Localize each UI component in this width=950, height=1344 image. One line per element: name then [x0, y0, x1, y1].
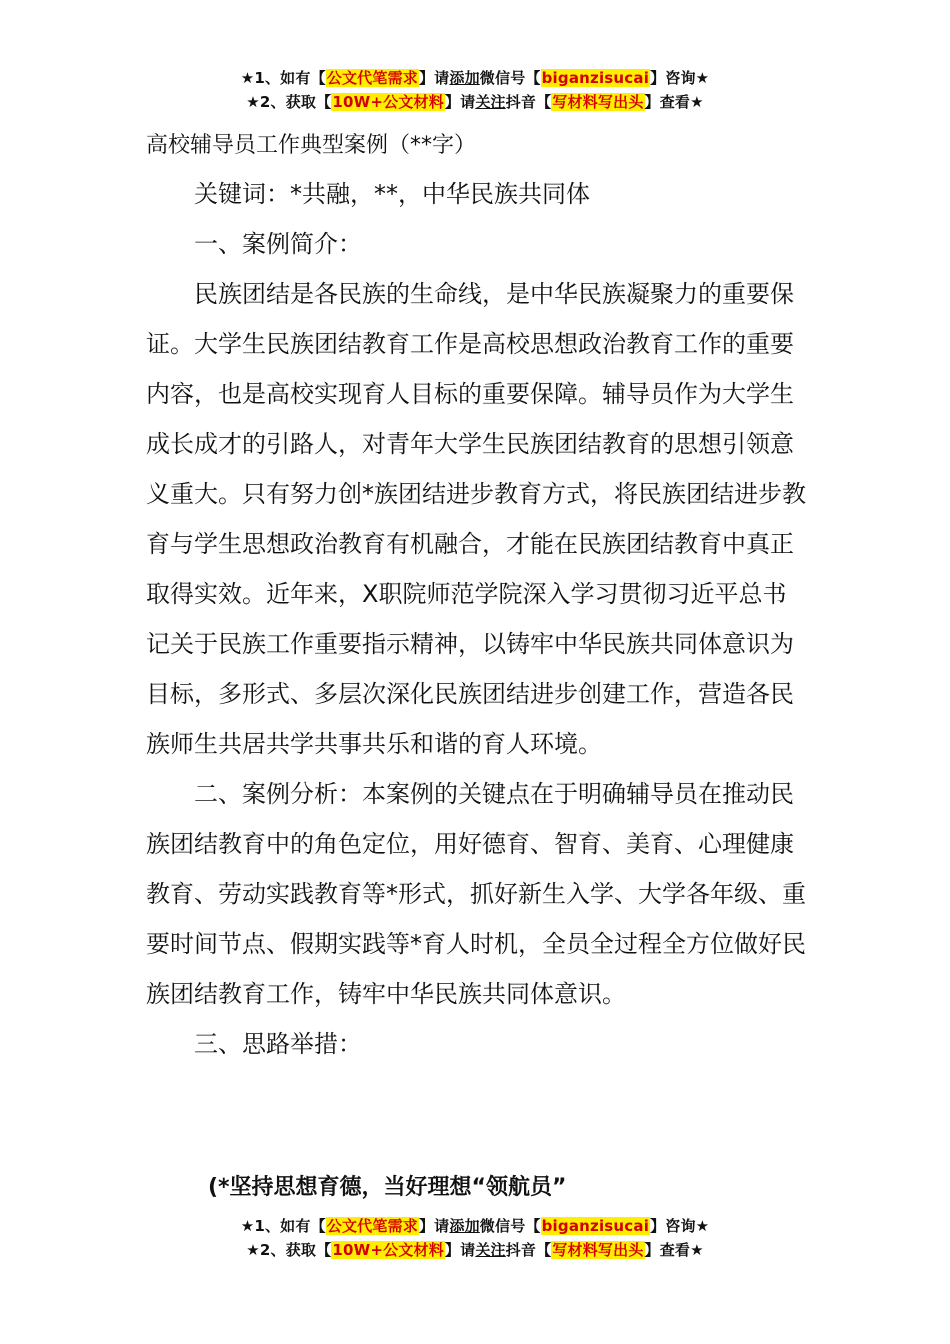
header-banner [0, 66, 950, 114]
document-title: 高校辅导员工作典型案例（**字） [146, 133, 477, 158]
highlight-douyin: 写材料写出头 [552, 1241, 644, 1259]
highlight-wechat-id: biganzisucai [541, 69, 650, 87]
footer-banner [0, 1214, 950, 1262]
document-body [146, 169, 808, 1069]
banner-line-1: ★1、如有【公文代笔需求】请添加微信号【biganzisucai】咨询★ [240, 1217, 710, 1235]
section-2-paragraph: 二、案例分析：本案例的关键点在于明确辅导员在推动民族团结教育中的角色定位，用好德育、智育、美育、心理健康教育、劳动实践教育等*形式，抓好新生入学、大学各年级、重要时间节点、假期实践等*育人时机，全员全过程全方位做好民族团结教育工作，铸牢中华民族共同体意识。 [146, 780, 806, 1008]
keywords-line: 关键词：*共融，**，中华民族共同体 [194, 180, 590, 208]
highlight-materials: 10W+公文材料 [332, 1241, 444, 1259]
highlight-douyin: 写材料写出头 [552, 93, 644, 111]
section-1-paragraph: 民族团结是各民族的生命线，是中华民族凝聚力的重要保证。大学生民族团结教育工作是高校思想政治教育工作的重要内容，也是高校实现育人目标的重要保障。辅导员作为大学生成长成才的引路人，对青年大学生民族团结教育的思想引领意义重大。只有努力创*族团结进步教育方式，将民族团结进步教育与学生思想政治教育有机融合，才能在民族团结教育中真正取得实效。近年来，X职院师范学院深入学习贯彻习近平总书记关于民族工作重要指示精神，以铸牢中华民族共同体意识为目标，多形式、多层次深化民族团结进步创建工作，营造各民族师生共居共学共事共乐和谐的育人环境。 [146, 280, 806, 758]
highlight-materials: 10W+公文材料 [332, 93, 444, 111]
banner-line-1: ★1、如有【公文代笔需求】请添加微信号【biganzisucai】咨询★ [240, 69, 710, 87]
section-3-heading: 三、思路举措： [194, 1030, 362, 1058]
highlight-service: 公文代笔需求 [326, 69, 418, 87]
banner-line-2: ★2、获取【10W+公文材料】请关注抖音【写材料写出头】查看★ [246, 1241, 704, 1259]
subheading: (*坚持思想育德，当好理想“领航员” [208, 1175, 567, 1200]
highlight-service: 公文代笔需求 [326, 1217, 418, 1235]
highlight-wechat-id: biganzisucai [541, 1217, 650, 1235]
section-1-heading: 一、案例简介： [194, 230, 362, 258]
banner-line-2: ★2、获取【10W+公文材料】请关注抖音【写材料写出头】查看★ [246, 93, 704, 111]
